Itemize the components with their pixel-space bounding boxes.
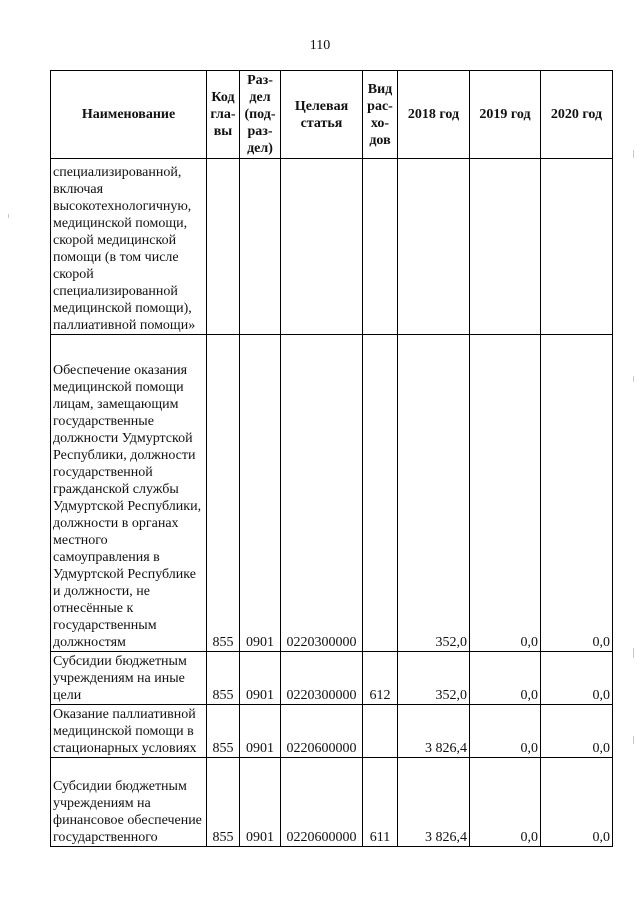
row-2019: 0,0 (470, 758, 541, 847)
row-target: 0220600000 (281, 758, 363, 847)
header-2020: 2020 год (541, 71, 613, 159)
row-expense (363, 335, 398, 652)
row-2018: 3 826,4 (398, 705, 470, 758)
row-2020: 0,0 (541, 652, 613, 705)
row-chapter: 855 (207, 758, 240, 847)
row-section: 0901 (240, 652, 281, 705)
row-2020 (541, 159, 613, 335)
row-2018 (398, 159, 470, 335)
row-expense (363, 159, 398, 335)
header-expense-type: Вид рас-хо-дов (363, 71, 398, 159)
row-chapter (207, 159, 240, 335)
row-name: Субсидии бюджетным учреждениям на иные цели (51, 652, 207, 705)
row-section (240, 159, 281, 335)
row-section: 0901 (240, 758, 281, 847)
table-row (51, 705, 613, 758)
row-2018: 352,0 (398, 652, 470, 705)
row-name: специализированной, включая высокотехнологичную, медицинской помощи, скорой медицинской помощи (в том числе скорой специализированной медицинской помощи), паллиативной помощи» (51, 159, 207, 335)
row-2018: 352,0 (398, 335, 470, 652)
row-chapter: 855 (207, 652, 240, 705)
scan-mark (633, 150, 634, 158)
table-row (51, 652, 613, 705)
row-chapter: 855 (207, 705, 240, 758)
table-row (51, 758, 613, 847)
row-name: Субсидии бюджетным учреждениям на финансовое обеспечение государственного (51, 758, 207, 847)
header-2018: 2018 год (398, 71, 470, 159)
row-2020: 0,0 (541, 705, 613, 758)
scan-mark (633, 648, 634, 658)
row-expense (363, 705, 398, 758)
row-name: Оказание паллиативной медицинской помощи в стационарных условиях (51, 705, 207, 758)
row-2020: 0,0 (541, 758, 613, 847)
row-expense: 611 (363, 758, 398, 847)
scan-mark (8, 214, 9, 218)
header-2019: 2019 год (470, 71, 541, 159)
row-target: 0220300000 (281, 652, 363, 705)
table-row (51, 159, 613, 335)
row-2018: 3 826,4 (398, 758, 470, 847)
row-target (281, 159, 363, 335)
row-2019 (470, 159, 541, 335)
row-chapter: 855 (207, 335, 240, 652)
scan-mark (633, 376, 634, 382)
budget-table (50, 70, 613, 847)
row-2020: 0,0 (541, 335, 613, 652)
row-2019: 0,0 (470, 335, 541, 652)
row-target: 0220600000 (281, 705, 363, 758)
row-target: 0220300000 (281, 335, 363, 652)
header-target-article: Целевая статья (281, 71, 363, 159)
row-2019: 0,0 (470, 652, 541, 705)
header-section: Раз-дел (под-раз-дел) (240, 71, 281, 159)
page-number: 110 (309, 38, 331, 53)
header-name: Наименование (51, 71, 207, 159)
header-chapter-code: Код гла-вы (207, 71, 240, 159)
row-expense: 612 (363, 652, 398, 705)
row-section: 0901 (240, 705, 281, 758)
scan-mark (633, 736, 634, 744)
header-row (51, 71, 613, 159)
row-name: Обеспечение оказания медицинской помощи лицам, замещающим государственные должности Удмуртской Республики, должности государственной гражданской службы Удмуртской Республики, должности в органах местного самоуправления в Удмуртской Республике и должности, не отнесённые к государственным должностям (51, 335, 207, 652)
table-row (51, 335, 613, 652)
row-2019: 0,0 (470, 705, 541, 758)
row-section: 0901 (240, 335, 281, 652)
